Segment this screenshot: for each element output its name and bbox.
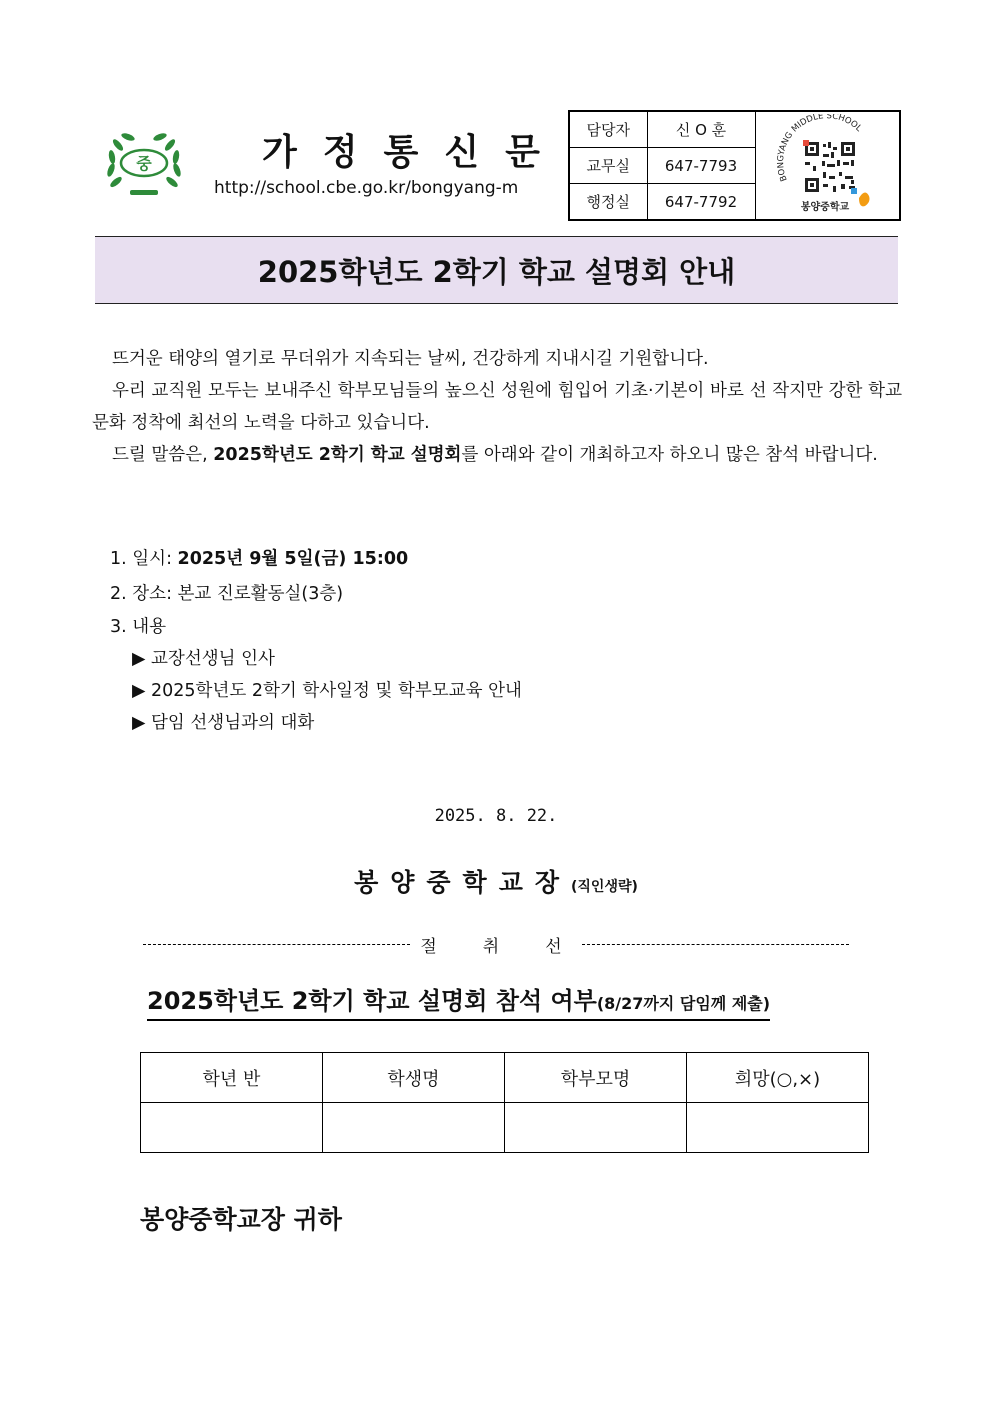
document-title: 가정통신문 [262,132,566,173]
parent-name-field[interactable] [505,1103,687,1153]
cut-line [143,932,849,957]
addressee: 봉양중학교장 귀하 [140,1205,342,1234]
paragraph-greeting: 뜨거운 태양의 열기로 무더위가 지속되는 날씨, 건강하게 지내시길 기원합니다. [112,349,709,369]
qr-bottom-text: 봉양중학교 [800,201,850,213]
principal-signature: 봉양중학교장(직인생략) [354,868,638,897]
notice-banner [95,236,898,304]
reply-table [140,1052,869,1153]
contact-value: 647-7793 [647,148,755,184]
item-datetime: 1. 일시: 2025년 9월 5일(금) 15:00 [110,549,409,569]
cut-label: 절취선 [420,937,608,957]
contact-label: 교무실 [569,148,647,184]
contact-value: 신 O 훈 [647,111,755,148]
header-grade-class: 학년 반 [141,1053,323,1103]
item-contents: 3. 내용 [110,617,167,637]
reply-title: 2025학년도 2학기 학교 설명회 참석 여부(8/27까지 담임께 제출) [147,986,770,1021]
item-location: 2. 장소: 본교 진로활동실(3층) [110,584,344,604]
header-attendance: 희망(○,×) [687,1053,869,1103]
qr-cell [755,111,900,220]
list-item: ▶ 교장선생님 인사 [132,649,275,669]
school-logo-icon [104,128,184,200]
qr-top-text: BONGYANG MIDDLE SCHOOL [776,113,864,183]
issue-date: 2025. 8. 22. [434,806,558,826]
paragraph-invitation: 드릴 말씀은, 2025학년도 2학기 학교 설명회를 아래와 같이 개최하고자 하오니 많은 참석 바랍니다. [112,445,878,465]
grade-class-field[interactable] [141,1103,323,1153]
paragraph-staff: 우리 교직원 모두는 보내주신 학부모님들의 높으신 성원에 힘입어 기초·기본이 바로 선 작지만 강한 학교 문화 정착에 최선의 노력을 다하고 있습니다. [92,381,902,433]
attendance-field[interactable] [687,1103,869,1153]
contact-value: 647-7792 [647,184,755,221]
qr-code-icon[interactable] [773,114,881,214]
event-name: 2025학년도 2학기 학교 설명회 [213,445,462,465]
contact-label: 담당자 [569,111,647,148]
student-name-field[interactable] [323,1103,505,1153]
logo-text: 중 [136,154,152,173]
header-parent-name: 학부모명 [505,1053,687,1103]
contact-label: 행정실 [569,184,647,221]
header-student-name: 학생명 [323,1053,505,1103]
school-url[interactable]: http://school.cbe.go.kr/bongyang-m [214,178,519,198]
contact-table [568,110,901,221]
list-item: ▶ 담임 선생님과의 대화 [132,713,315,733]
banner-title: 2025학년도 2학기 학교 설명회 안내 [257,254,736,289]
list-item: ▶ 2025학년도 2학기 학사일정 및 학부모교육 안내 [132,681,522,701]
